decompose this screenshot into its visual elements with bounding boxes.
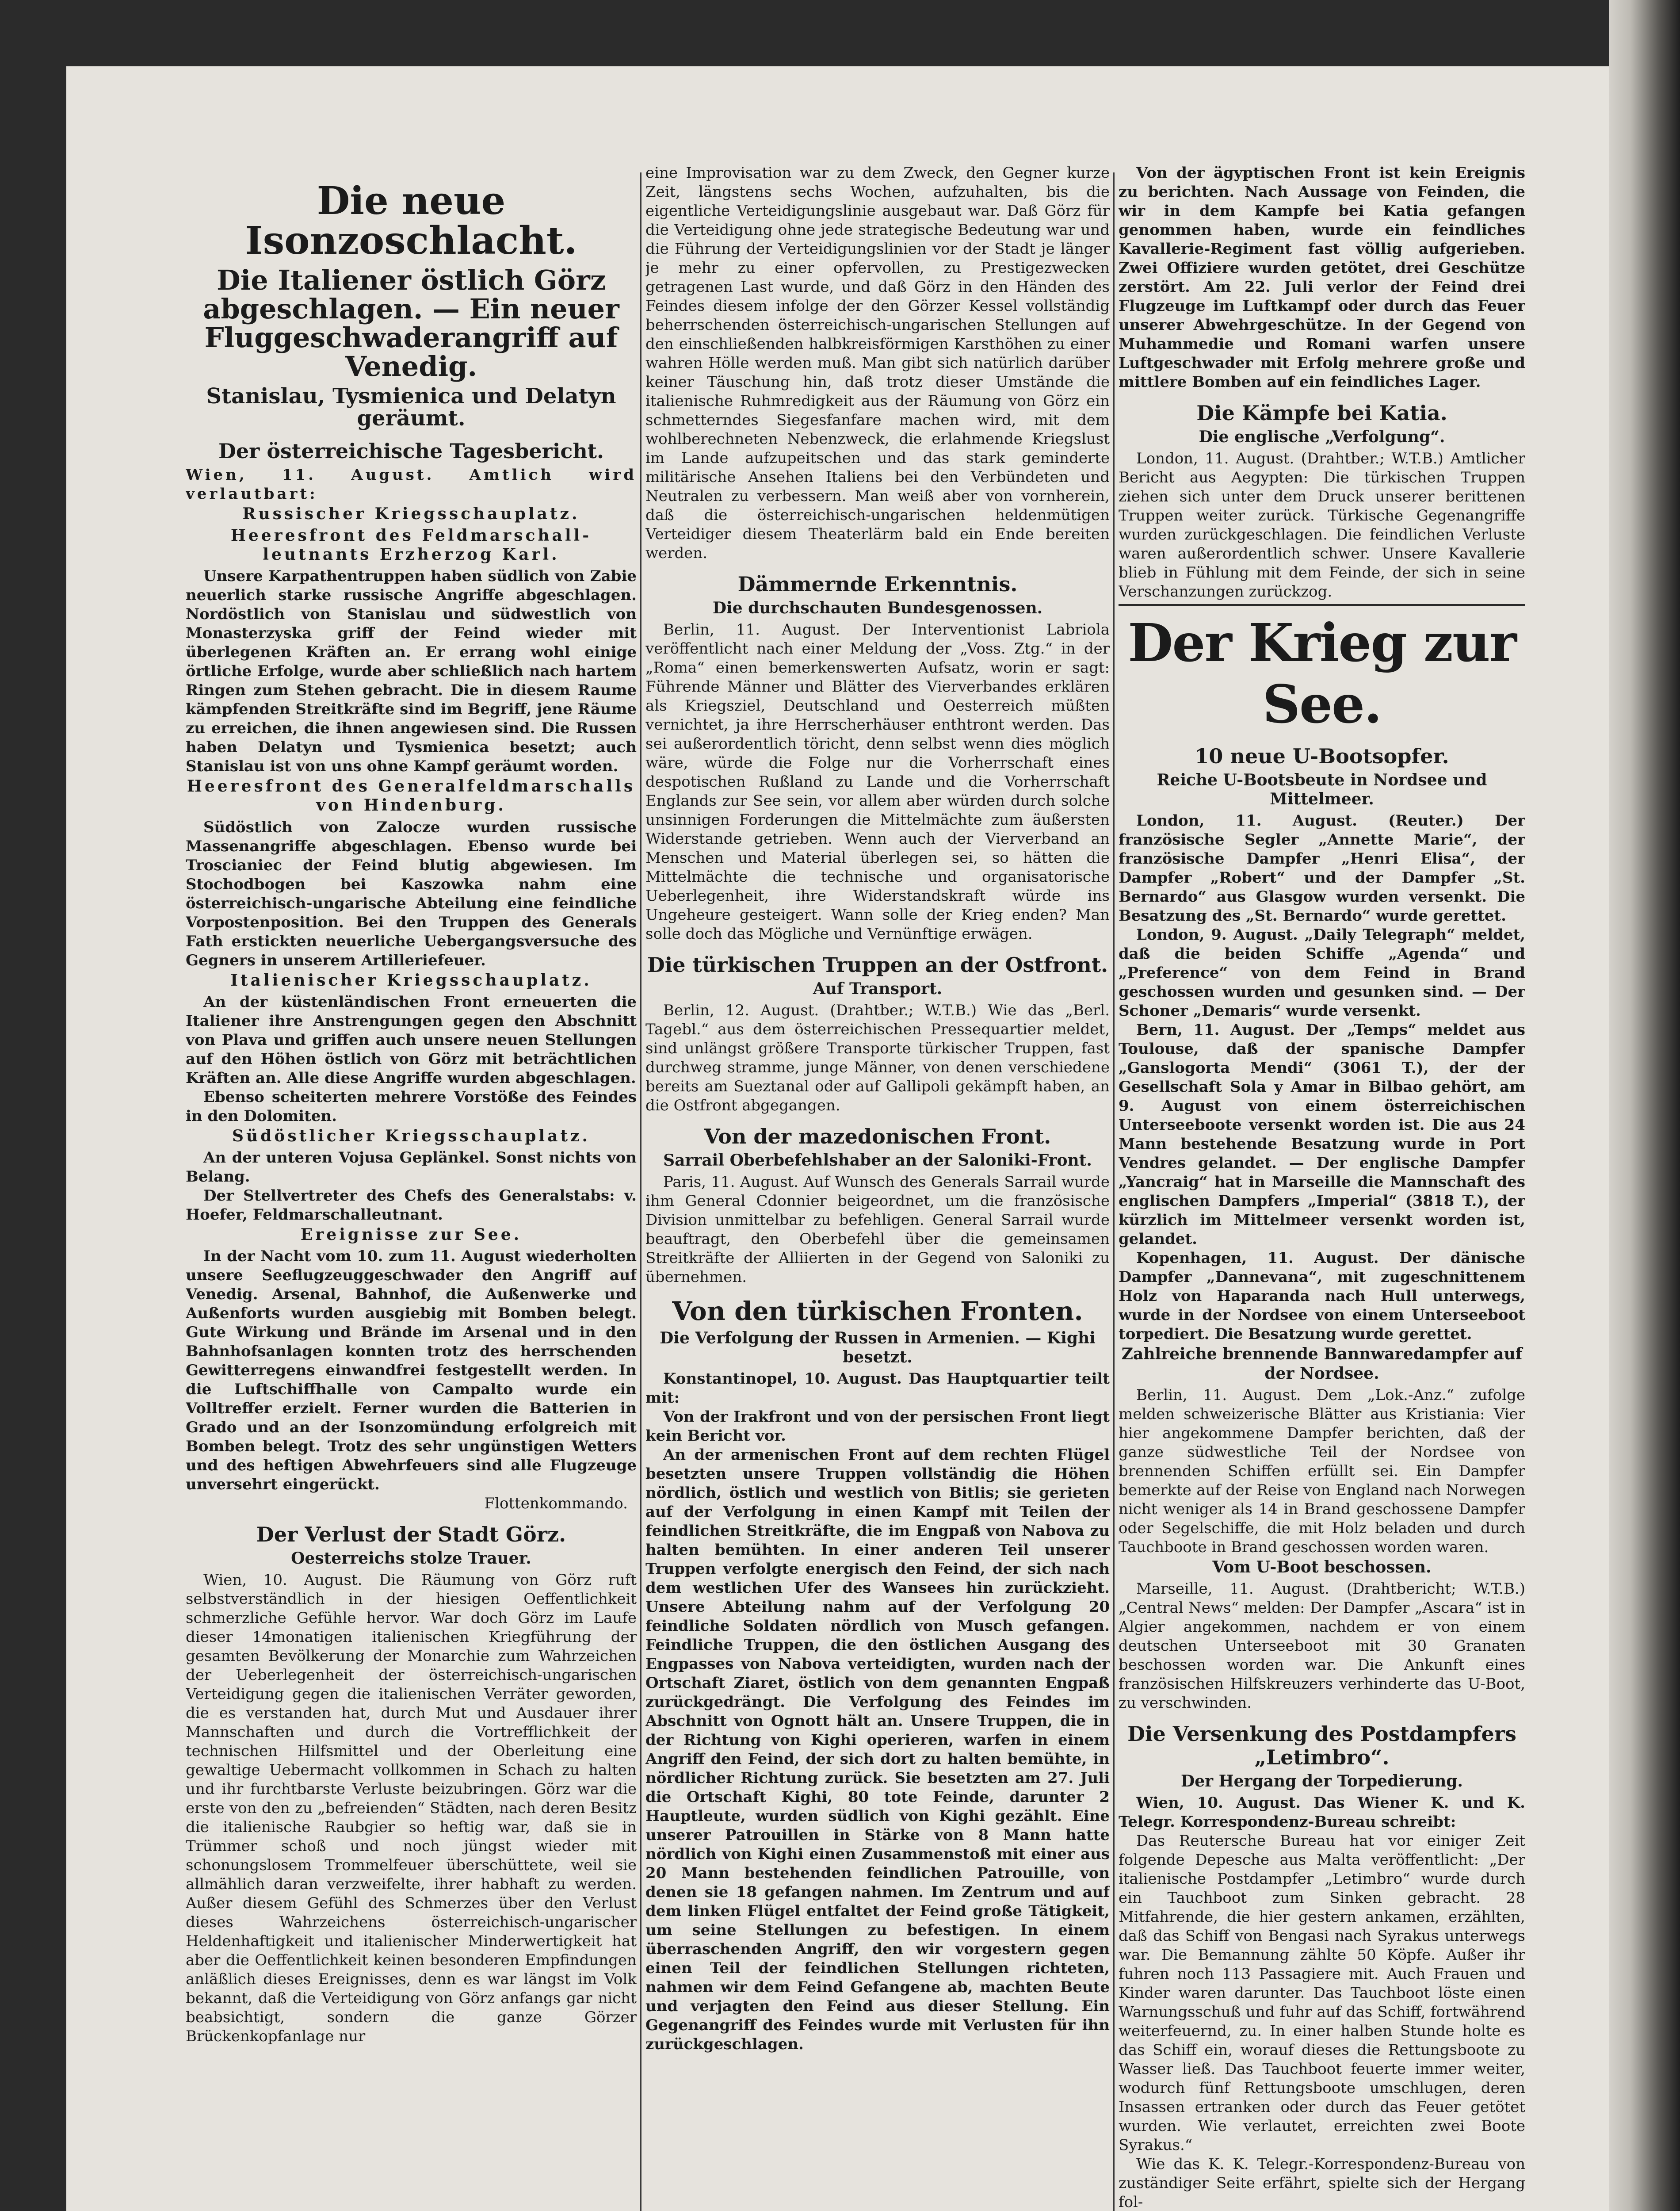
article-subheadline: Die englische „Verfolgung“. — [1199, 427, 1445, 446]
article-paragraph: eine Improvisation war zu dem Zweck, den Gegner kurze Zeit, längstens sechs Wochen, aufzuhalten, bis die eigentliche Verteidigungslinie ausgebaut war. Daß Görz für die Verteidigung ohne jede strategische Bedeutung war und die Führung der Verteidigungslinien vor der Stadt je länger je mehr zu einer opfervollen, zu Prestigezwecken getragenen Last wurde, und daß Görz in den Händen des Feindes diesem infolge der den Görzer Kessel vollständig beherrschenden österreichisch-ungarischen Stellungen auf den einschließenden halbkreisförmigen Karsthöhen zu einer wahren Hölle werden muß. Man gibt sich natürlich darüber keiner Täuschung hin, daß trotz dieser Umstände die italienische Ruhmredigkeit aus der Räumung von Görz ein schmetterndes Siegesfanfare machen wird, mit dem wohlberechneten Nebenzweck, die erlahmende Kriegslust im Lande aufzupeitschen und das stark geminderte militärische Ansehen Italiens bei den Verbündeten und Neutralen zu verbessern. Man weiß aber von vornherein, daß die österreichisch-ungarischen heldenmütigen Verteidiger diesem Theaterlärm bald ein Ende bereiten werden. — [645, 164, 1110, 562]
article-subheadline: Oesterreichs stolze Trauer. — [291, 1549, 531, 1568]
section-headline-sea-war: Der Krieg zur See. — [1128, 612, 1516, 735]
dateline: Wien, 11. August. Amtlich wird verlautbart: — [186, 466, 637, 503]
section-heading: Ereignisse zur See. — [300, 1225, 522, 1244]
section-heading: Heeresfront des Generalfeldmarschalls von Hindenburg. — [187, 777, 636, 815]
column-1 — [186, 164, 637, 2211]
article-paragraph: London, 11. August. (Reuter.) Der französische Segler „Annette Marie“, der französische Dampfer „Henri Elisa“, der Dampfer „Robert“ und der Dampfer „St. Bernardo“ aus Glasgow wurden versenkt. Die Besatzung des „St. Bernardo“ wurde gerettet. — [1119, 812, 1525, 925]
article-subheadline: Der Hergang der Torpedierung. — [1181, 1771, 1463, 1790]
article-headline: Von der mazedonischen Front. — [704, 1125, 1051, 1149]
section-heading: Italienischer Kriegsschauplatz. — [230, 971, 592, 990]
signature-line: Der Stellvertreter des Chefs des Generalstabs: v. Hoefer, Feldmarschalleutnant. — [186, 1186, 637, 1224]
article-paragraph: Von der Irakfront und von der persischen Front liegt kein Bericht vor. — [645, 1408, 1110, 1445]
article-paragraph: An der armenischen Front auf dem rechten Flügel besetzten unsere Truppen vollständig die Höhen nördlich, östlich und westlich von Bitlis; sie gerieten auf der Verfolgung in einen Kampf mit Teilen der feindlichen Streitkräfte, die im Engpaß von Nabova zu halten bemühten. In einer anderen Teil unserer Truppen verfolgte energisch den Feind, der sich nach dem westlichen Ufer des Wansees hin zurückzieht. Unsere Abteilung nahm auf der Verfolgung 20 feindliche Soldaten nördlich von Musch gefangen. Feindliche Truppen, die den östlichen Ausgang des Engpasses von Nabova verteidigten, wurden nach der Ortschaft Ziaret, östlich von dem genannten Engpaß zurückgedrängt. Die Verfolgung des Feindes im Abschnitt von Ognott hält an. Unsere Truppen, die in der Richtung von Kighi operieren, warfen in einem Angriff den Feind, der sich dort zu halten bemühte, in nördlicher Richtung zurück. Sie besetzten am 27. Juli die Ortschaft Kighi, 80 tote Feinde, darunter 2 Hauptleute, wurden südlich von Kighi gezählt. Eine unserer Patrouillen in Stärke von 8 Mann hatte nördlich von Kighi einen Zusammenstoß mit einer aus 20 Mann bestehenden feindlichen Patrouille, von denen sie 18 gefangen nahmen. Im Zentrum und auf dem linken Flügel entfaltet der Feind große Tätigkeit, um seine Stellungen zu befestigen. In einem überraschenden Angriff, den wir vorgestern gegen einen Teil der feindlichen Stellungen richteten, nahmen wir dem Feind Gefangene ab, machten Beute und verjagten den Feind aus dieser Stellung. Ein Gegenangriff des Feindes wurde mit Verlusten für ihn zurückgeschlagen. — [645, 1446, 1110, 2054]
article-paragraph: Wie das K. K. Telegr.-Korrespondenz-Bureau von zuständiger Seite erfährt, spielte sich der Hergang fol- — [1119, 2155, 1525, 2211]
report-title: Der österreichische Tagesbericht. — [218, 439, 604, 463]
article-paragraph: Das Reutersche Bureau hat vor einiger Zeit folgende Depesche aus Malta veröffentlicht: „Der italienische Postdampfer „Letimbro“ wurde durch ein Tauchboot zum Sinken gebracht. 28 Mitfahrende, die hier gestern ankamen, erzählten, daß das Schiff von Bengasi nach Syrakus unterwegs war. Die Bemannung zählte 50 Köpfe. Außer ihr fuhren noch 113 Passagiere mit. Auch Frauen und Kinder waren darunter. Das Tauchboot löste einen Warnungsschuß und fuhr auf das Schiff, fortwährend weiterfeuernd, zu. In einer halben Stunde holte es das Schiff ein, worauf dieses die Rettungsboote zu Wasser ließ. Das Tauchboot feuerte immer weiter, wodurch fünf Rettungsboote umschlugen, deren Insassen ertranken oder durch das Feuer getötet wurden. Wie verlautet, erreichten zwei Boote Syrakus.“ — [1119, 1832, 1525, 2154]
article-paragraph: Paris, 11. August. Auf Wunsch des Generals Sarrail wurde ihm General Cdonnier beigeordnet, um die französische Division unmittelbar zu befehligen. General Sarrail wurde beauftragt, den Oberbefehl über die gemeinsamen Streitkräfte der Alliierten in der Gegend von Saloniki zu übernehmen. — [645, 1173, 1110, 1286]
article-headline: Der Verlust der Stadt Görz. — [256, 1522, 566, 1547]
article-paragraph: Berlin, 12. August. (Drahtber.; W.T.B.) Wie das „Berl. Tagebl.“ aus dem österreichischen Pressequartier meldet, sind unlängst größere Transporte türkischer Truppen, fast durchweg stramme, junge Männer, von denen verschiedene bereits am Sueztanal oder auf Gallipoli gekämpft haben, an die Ostfront abgegangen. — [645, 1002, 1110, 1115]
section-divider — [1119, 604, 1525, 606]
section-heading: Südöstlicher Kriegsschauplatz. — [232, 1126, 591, 1145]
article-subheadline: Die durchschauten Bundesgenossen. — [712, 598, 1043, 617]
book-binding-shadow — [1609, 0, 1680, 2211]
article-paragraph: Unsere Karpathentruppen haben südlich von Zabie neuerlich starke russische Angriffe abgeschlagen. Nordöstlich von Stanislau und südwestlich von Monasterzyska griff der Feind wieder mit überlegenen Kräften an. Er errang wohl einige örtliche Erfolge, wurde aber schließlich nach hartem Ringen zum Stehen gebracht. Die in diesem Raume kämpfenden Streitkräfte sind im Begriff, jene Räume zu erreichen, die ihnen angewiesen sind. Die Russen haben Delatyn und Tysmienica besetzt; auch Stanislau ist von uns ohne Kampf geräumt worden. — [186, 567, 637, 776]
article-subheadline: Zahlreiche brennende Bannwaredampfer auf der Nordsee. — [1121, 1345, 1523, 1383]
article-paragraph: Südöstlich von Zalocze wurden russische Massenangriffe abgeschlagen. Ebenso wurde bei Troscianiec der Feind blutig abgewiesen. Im Stochodbogen bei Kaszowka nahm eine österreichisch-ungarische Abteilung eine feindliche Vorpostenposition. Bei den Truppen des Generals Fath erstickten neuerliche Uebergangsversuche des Gegners in unserem Artilleriefeuer. — [186, 818, 637, 969]
article-headline: Die Versenkung des Postdampfers „Letimbro“. — [1127, 1721, 1516, 1769]
article-headline: Von den türkischen Fronten. — [672, 1296, 1083, 1327]
main-headline: Die neue Isonzoschlacht. — [245, 179, 577, 264]
article-headline: Die Kämpfe bei Katia. — [1196, 401, 1447, 425]
article-paragraph: Wien, 10. August. Das Wiener K. und K. Telegr. Korrespondenz-Bureau schreibt: — [1119, 1794, 1525, 1831]
page-content — [186, 164, 1525, 2211]
article-paragraph: London, 11. August. (Drahtber.; W.T.B.) Amtlicher Bericht aus Aegypten: Die türkischen Truppen ziehen sich unter dem Druck unserer berittenen Truppen weiter zurück. Türkische Gegenangriffe wurden zurückgeschlagen. Die feindlichen Verluste waren außerordentlich schwer. Unsere Kavallerie blieb in Fühlung mit dem Feinde, der sich in seine Verschanzungen zurückzog. — [1119, 450, 1525, 601]
article-paragraph: Berlin, 11. August. Der Interventionist Labriola veröffentlicht nach einer Meldung der „Voss. Ztg.“ in der „Roma“ einen bemerkenswerten Aufsatz, worin er sagt: Führende Männer und Blätter des Vierverbandes erklären als Kriegsziel, Deutschland und Oesterreich müßten vernichtet, ja ihre Herrscherhäuser enthtront werden. Das sei außerordentlich töricht, denn selbst wenn dies möglich wäre, würde die Folge nur die Vorherrschaft eines despotischen Rußland zu Lande und die Vorherrschaft Englands zur See sein, vor allem aber würden durch solche unsinnigen Forderungen die Mittelmächte zum äußersten Widerstande getrieben. Wenn auch der Vierverband an Menschen und Material überlegen sei, so hätten die Mittelmächte die technische und organisatorische Ueberlegenheit, ihre Widerstandskraft würde ins Ungeheure gesteigert. Wann solle der Krieg enden? Man solle doch das Mögliche und Vernünftige erwägen. — [645, 621, 1110, 943]
article-paragraph: An der unteren Vojusa Geplänkel. Sonst nichts von Belang. — [186, 1148, 637, 1186]
secondary-subheadline: Stanislau, Tysmienica und Delatyn geräumt. — [206, 383, 616, 431]
article-subheadline: Vom U-Boot beschossen. — [1212, 1557, 1432, 1576]
article-subheadline: Die Verfolgung der Russen in Armenien. — Kighi besetzt. — [660, 1328, 1096, 1367]
newspaper-page — [66, 66, 1609, 2211]
article-subheadline: Auf Transport. — [813, 979, 943, 998]
article-paragraph: London, 9. August. „Daily Telegraph“ meldet, daß die beiden Schiffe „Agenda“ und „Preference“ von dem Feind in Brand geschossen wurden und gesunken sind. — Der Schoner „Demaris“ wurde versenkt. — [1119, 926, 1525, 1020]
article-headline: 10 neue U-Bootsopfer. — [1195, 744, 1449, 769]
main-subheadline: Die Italiener östlich Görz abgeschlagen. — Ein neuer Fluggeschwaderangriff auf Venedig. — [203, 264, 619, 383]
article-paragraph: Berlin, 11. August. Dem „Lok.-Anz.“ zufolge melden schweizerische Blätter aus Kristiania: Vier hier angekommene Dampfer berichten, daß der ganze südwestliche Teil der Nordsee von brennenden Schiffen erfüllt sei. Ein Dampfer bemerkte auf der Reise von England nach Norwegen nicht weniger als 14 in Brand geschossene Dampfer oder Segelschiffe, die mit Holz beladen und durch Tauchboote in Brand geschossen worden waren. — [1119, 1386, 1525, 1556]
article-paragraph: Konstantinopel, 10. August. Das Hauptquartier teilt mit: — [645, 1370, 1110, 1407]
article-paragraph: Ebenso scheiterten mehrere Vorstöße des Feindes in den Dolomiten. — [186, 1088, 637, 1125]
column-2 — [645, 164, 1110, 2211]
article-paragraph: Von der ägyptischen Front ist kein Ereignis zu berichten. Nach Aussage von Feinden, die wir in dem Kampfe bei Katia gefangen genommen haben, wurde ein feindliches Kavallerie-Regiment fast völlig aufgerieben. Zwei Offiziere wurden getötet, drei Geschütze zerstört. Am 22. Juli verlor der Feind drei Flugzeuge im Luftkampf oder durch das Feuer unserer Abwehrgeschütze. In der Gegend von Muhammedie und Romani warfen unsere Luftgeschwader mit Erfolg mehrere große und mittlere Bomben auf ein feindliches Lager. — [1119, 164, 1525, 391]
article-headline: Dämmernde Erkenntnis. — [737, 572, 1018, 596]
signature: Flottenkommando. — [484, 1495, 628, 1513]
article-paragraph: In der Nacht vom 10. zum 11. August wiederholten unsere Seeflugzeuggeschwader den Angriff auf Venedig. Arsenal, Bahnhof, die Außenwerke und Außenforts wurden ausgiebig mit Bomben belegt. Gute Wirkung und Brände im Arsenal und in den Bahnhofsanlagen konnten trotz des herrschenden Gewitterregens einwandfrei festgestellt werden. In die Luftschiffhalle von Campalto wurde ein Volltreffer erzielt. Ferner wurden die Batterien in Grado und an der Isonzomündung erfolgreich mit Bomben belegt. Trotz des sehr ungünstigen Wetters und des heftigen Abwehrfeuers sind alle Flugzeuge unversehrt eingerückt. — [186, 1247, 637, 1494]
column-3 — [1119, 164, 1525, 2211]
article-paragraph: Kopenhagen, 11. August. Der dänische Dampfer „Dannevana“, mit zugeschnittenem Holz von Haparanda nach Hull unterwegs, wurde in der Nordsee von einem Unterseeboot torpediert. Die Besatzung wurde gerettet. — [1119, 1249, 1525, 1343]
section-subheading: Heeresfront des Feldmarschall-leutnants Erzherzog Karl. — [230, 526, 592, 564]
article-paragraph: Wien, 10. August. Die Räumung von Görz ruft selbstverständlich in der hiesigen Oeffentlichkeit schmerzliche Gefühle hervor. War doch Görz im Laufe dieser 14monatigen italienischen Kriegführung der gesamten Bevölkerung der Monarchie zum Wahrzeichen der Ueberlegenheit der österreichisch-ungarischen Verteidigung gegen die italienischen Verräter geworden, die es verstanden hat, durch Mut und Ausdauer ihrer Mannschaften und durch die Vortrefflichkeit der technischen Hilfsmittel und der Oberleitung eine gewaltige Uebermacht vollkommen in Schach zu halten und ihr furchtbarste Verluste beizubringen. Görz war die erste von den zu „befreienden“ Städten, nach deren Besitz die italienische Raubgier so heftig war, daß sie in Trümmer schoß und noch jüngst wieder mit schonungslosem Trommelfeuer überschüttete, weil sie allmählich daran verzweifelte, ihrer habhaft zu werden. Außer diesem Gefühl des Schmerzes über den Verlust dieses Wahrzeichens österreichisch-ungarischer Heldenhaftigkeit und italienischer Minderwertigkeit hat aber die Oeffentlichkeit keinen besonderen Empfindungen anläßlich dieses Ereignisses, denn es war längst im Volk bekannt, daß die Verteidigung von Görz anfangs gar nicht beabsichtigt, sondern die ganze Görzer Brückenkopfanlage nur — [186, 1571, 637, 2046]
article-subheadline: Sarrail Oberbefehlshaber an der Saloniki-Front. — [663, 1151, 1092, 1170]
article-headline: Die türkischen Truppen an der Ostfront. — [647, 953, 1108, 977]
article-paragraph: An der küstenländischen Front erneuerten die Italiener ihre Anstrengungen gegen den Abschnitt von Plava und griffen auch unsere neuen Stellungen auf den Höhen östlich von Görz mit beträchtlichen Kräften an. Alle diese Angriffe wurden abgeschlagen. — [186, 993, 637, 1087]
article-paragraph: Bern, 11. August. Der „Temps“ meldet aus Toulouse, daß der spanische Dampfer „Ganslogorta Mendi“ (3061 T.), der der Gesellschaft Sola y Amar in Bilbao gehört, am 9. August von einem österreichischen Unterseeboote versenkt worden ist. Die aus 24 Mann bestehende Besatzung wurde in Port Vendres gelandet. — Der englische Dampfer „Yancraig“ hat in Marseille die Mannschaft des englischen Dampfers „Imperial“ (3818 T.), der kürzlich im Mittelmeer versenkt worden ist, gelandet. — [1119, 1021, 1525, 1248]
section-heading: Russischer Kriegsschauplatz. — [242, 504, 580, 523]
column-rule — [1113, 172, 1115, 2211]
article-paragraph: Marseille, 11. August. (Drahtbericht; W.T.B.) „Central News“ melden: Der Dampfer „Ascara“ ist in Algier angekommen, nachdem er von einem deutschen Unterseeboot mit 30 Granaten beschossen worden war. Die Ankunft eines französischen Hilfskreuzers verhinderte das U-Boot, zu verschwinden. — [1119, 1580, 1525, 1712]
column-rule — [640, 172, 641, 2211]
article-subheadline: Reiche U-Bootsbeute in Nordsee und Mittelmeer. — [1157, 770, 1487, 809]
